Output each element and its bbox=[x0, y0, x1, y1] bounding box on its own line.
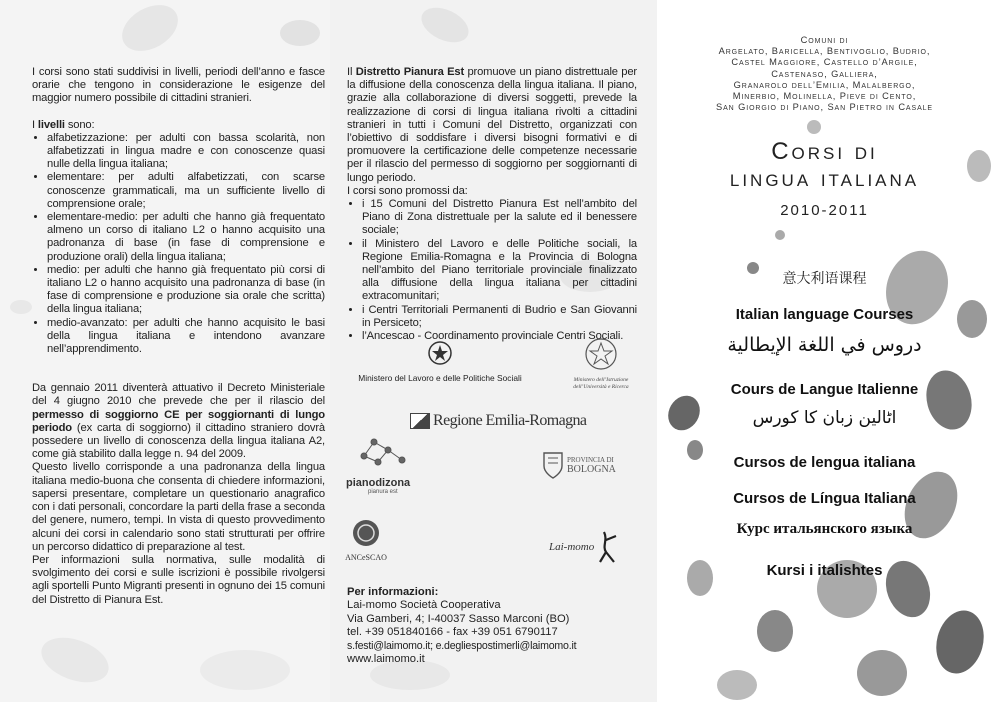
comuni-line: Castenaso, Galliera, bbox=[771, 68, 878, 79]
pianodizona-subtext: pianura est bbox=[368, 489, 398, 495]
comuni-line: San Giorgio di Piano, San Pietro in Casale bbox=[715, 102, 933, 113]
ministero-lavoro-text: Ministero del Lavoro e delle Politiche Sociali bbox=[358, 373, 522, 383]
decree-text-1: Da gennaio 2011 diventerà attuativo il Decreto Ministeriale del 4 giugno 2010 che prevede che per il rilascio del bbox=[32, 382, 325, 408]
title-english: Italian language Courses bbox=[735, 306, 914, 323]
right-panel bbox=[657, 0, 992, 702]
contact-line: Via Gamberi, 4; I-40037 Sasso Marconi (BO) bbox=[347, 612, 570, 625]
emblem-icon bbox=[427, 340, 453, 366]
pianodizona-text: pianodizona bbox=[346, 477, 411, 489]
ancescao-text: ANCeSCAO bbox=[345, 553, 387, 562]
contact-emails[interactable]: s.festi@laimomo.it; e.degliespostimerli@laimomo.it bbox=[347, 639, 577, 652]
promoters-list bbox=[347, 198, 637, 343]
title-line-2: lingua italiana bbox=[729, 165, 920, 192]
list-item: • alfabetizzazione: per adulti con bassa scolarità, non alfabetizzati in lingua madre e con conoscenze quasi nulle della lingua italiana; bbox=[47, 132, 325, 172]
list-item: • elementare-medio: per adulti che hanno già frequentato almeno un corso di italiano L2 o hanno acquisito una padronanza di base (in fase di comprensione e produzione orali) della lingua italiana; bbox=[47, 211, 325, 264]
title-portuguese: Cursos de Língua Italiana bbox=[733, 490, 916, 507]
middle-panel bbox=[330, 0, 657, 702]
laimomo-text: Lai-momo bbox=[549, 541, 595, 553]
levels-bold: livelli bbox=[37, 118, 65, 131]
ministero-istruzione-logo bbox=[562, 336, 640, 390]
list-item: • medio: per adulti che hanno già frequentato più corsi di italiano L2 o hanno acquisito una padronanza di base (in fase di comprensione e produzione sia orale che scritta) della lingua italiana; bbox=[47, 264, 325, 317]
regione-mark-icon bbox=[410, 413, 430, 429]
title-albanian: Kursi i italishtes bbox=[766, 562, 883, 579]
ancescao-emblem-icon bbox=[351, 518, 381, 548]
website-link[interactable]: www.laimomo.it bbox=[347, 653, 425, 666]
network-icon bbox=[354, 436, 414, 472]
district-prefix: Il bbox=[347, 66, 356, 78]
provincia-line-2: BOLOGNA bbox=[567, 464, 616, 475]
decree-bold: permesso di soggiorno CE per soggiornanti di lungo periodo bbox=[32, 408, 325, 434]
pianodizona-logo bbox=[346, 436, 426, 495]
laimomo-logo bbox=[549, 530, 622, 564]
comuni-line: Argelato, Baricella, Bentivoglio, Budrio, bbox=[718, 46, 931, 57]
list-item: • l’Ancescao - Coordinamento provinciale Centri Sociali. bbox=[362, 330, 637, 343]
district-text: promuove un piano distrettuale per la diffusione della conoscenza della lingua italiana. Il piano, grazie alla collaborazione di diversi soggetti, prevede la realizzazione di corsi di lingua italiana rivolti a cittadini stranieri in tutti i Comuni del Distretto, organizzati con l’obiettivo di soddisfare i diversi bisogni formativi e di promuovere la certificazione delle competenze necessarie per il rilascio del permesso di soggiorno per soggiornanti di lungo periodo. bbox=[347, 66, 637, 184]
levels-suffix: sono: bbox=[64, 118, 95, 131]
middle-text-column bbox=[347, 66, 637, 343]
decree-paragraph bbox=[32, 382, 325, 461]
page-title bbox=[657, 138, 992, 192]
ancescao-logo bbox=[344, 518, 388, 562]
list-item: • il Ministero del Lavoro e delle Politiche sociali, la Regione Emilia-Romagna e la Provincia di Bologna nell’ambito del Piano territoriale provinciale finalizzato alla diffusione della lingua italiana per cittadini extracomunitari; bbox=[362, 238, 637, 304]
provincia-logo bbox=[542, 450, 616, 480]
left-text-column bbox=[32, 66, 325, 607]
list-item: • i Centri Territoriali Permanenti di Budrio e San Giovanni in Persiceto; bbox=[362, 304, 637, 330]
emblem-icon bbox=[583, 336, 619, 372]
ministero-istruzione-text: Ministero dell’Istruzione dell’Università e Ricerca bbox=[573, 377, 629, 390]
list-item: • medio-avanzato: per adulti che hanno acquisito le basi della lingua italiana e intendono avanzare nell’apprendimento. bbox=[47, 317, 325, 357]
title-line-1: Corsi di bbox=[771, 138, 878, 165]
promoted-by: I corsi sono promossi da: bbox=[347, 184, 468, 197]
ministero-lavoro-logo bbox=[350, 340, 530, 383]
shield-icon bbox=[542, 450, 564, 480]
district-paragraph bbox=[347, 66, 637, 185]
contact-heading: Per informazioni: bbox=[347, 586, 439, 598]
title-french: Cours de Langue Italienne bbox=[730, 381, 919, 398]
decree-text-2: (ex carta di soggiorno) il cittadino straniero dovrà possedere un livello di conoscenza della lingua italiana A2, come già stabilito dalla legge n. 94 del 2009. bbox=[32, 421, 325, 461]
levels-prefix: I bbox=[32, 118, 38, 131]
levels-heading bbox=[32, 119, 325, 132]
contact-block bbox=[347, 586, 647, 666]
district-name: Distretto Pianura Est bbox=[355, 66, 465, 78]
title-arabic: دروس في اللغة الإيطالية bbox=[727, 334, 922, 356]
left-panel bbox=[0, 0, 330, 702]
comuni-line: Comuni di bbox=[800, 35, 849, 45]
comuni-list bbox=[657, 35, 992, 113]
title-spanish: Cursos de lengua italiana bbox=[733, 454, 916, 471]
level-description: Questo livello corrisponde a una padronanza della lingua italiana medio-buona che consenta di chiedere informazioni, sapersi presentare, completare un questionario anagrafico con i dati personali, concordare la parti della frase a seconda del genere, numero, tempi. In vista di questo provvedimento alcuni dei corsi in calendario sono stati strutturati per offrire un percorso didattico di preparazione al test. bbox=[32, 461, 325, 553]
list-item: • i 15 Comuni del Distretto Pianura Est nell’ambito del Piano di Zona distrettuale per la salute ed il benessere sociale; bbox=[362, 198, 637, 238]
contact-line: Lai-momo Società Cooperativa bbox=[347, 599, 501, 612]
list-item: • elementare: per adulti alfabetizzati, con scarse conoscenze grammaticali, ma un sufficiente livello di comprensione orale; bbox=[47, 171, 325, 211]
levels-list bbox=[32, 132, 325, 356]
title-russian: Курс итальянского языка bbox=[736, 521, 913, 537]
comuni-line: Castel Maggiore, Castello d’Argile, bbox=[731, 57, 918, 68]
provincia-line-1: PROVINCIA DI bbox=[567, 456, 614, 464]
title-urdu: اٹالین زبان کا کورس bbox=[752, 408, 897, 428]
regione-logo bbox=[410, 412, 586, 430]
comuni-line: Minerbio, Molinella, Pieve di Cento, bbox=[732, 91, 917, 102]
year-range: 2010-2011 bbox=[780, 202, 869, 219]
comuni-line: Granarolo dell’Emilia, Malalbergo, bbox=[733, 79, 916, 90]
contact-line: tel. +39 051840166 - fax +39 051 6790117 bbox=[347, 626, 558, 639]
laimomo-figure-icon bbox=[596, 530, 622, 564]
intro-paragraph: I corsi sono stati suddivisi in livelli, periodi dell’anno e fasce orarie che tengono in considerazione le esigenze del maggior numero possibile di cittadini stranieri. bbox=[32, 66, 325, 105]
info-paragraph: Per informazioni sulla normativa, sulle modalità di svolgimento dei corsi e sulle iscrizioni è possibile rivolgersi agli sportelli Punto Migranti presenti in ognuno dei 15 comuni del Distretto di Pianura Est. bbox=[32, 553, 325, 606]
regione-text: Regione Emilia-Romagna bbox=[433, 412, 587, 429]
title-chinese: 意大利语课程 bbox=[782, 270, 867, 286]
